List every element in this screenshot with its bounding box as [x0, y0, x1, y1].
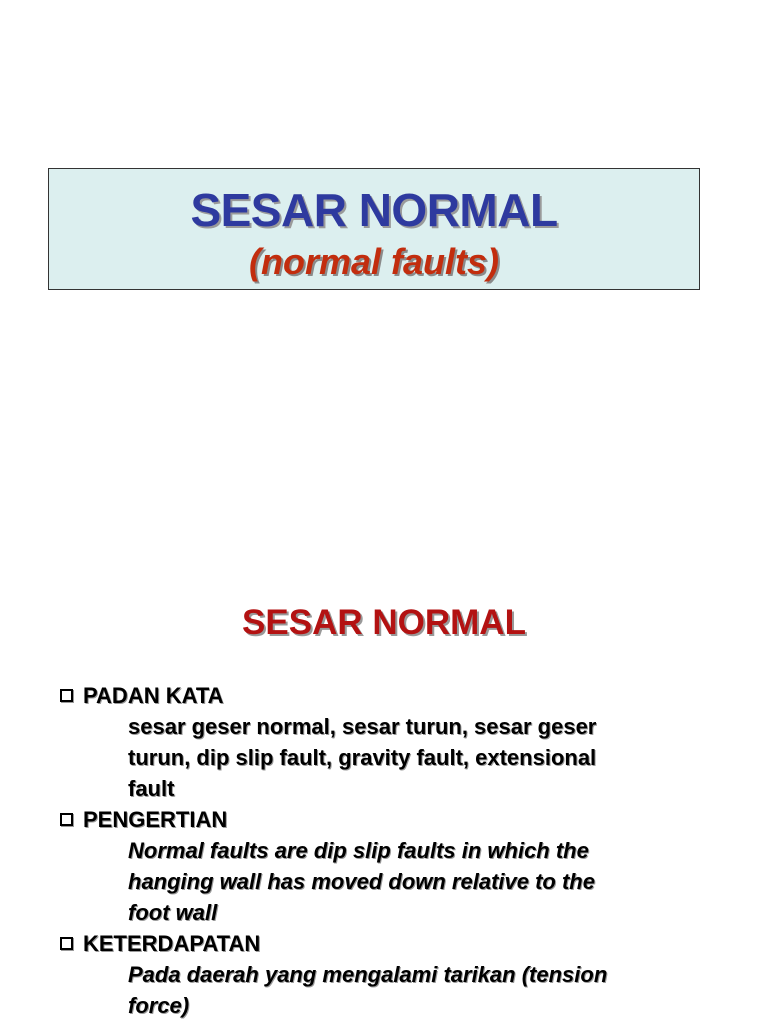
checkbox-square-icon [60, 813, 73, 826]
item-line: foot wall [128, 900, 218, 925]
list-item-padan-kata [60, 680, 740, 804]
list-item-keterdapatan [60, 928, 740, 1021]
item-line: Pada daerah yang mengalami tarikan (tension [128, 962, 608, 987]
checkbox-square-icon [60, 937, 73, 950]
list-item-pengertian [60, 804, 740, 928]
item-line: turun, dip slip fault, gravity fault, extensional [128, 745, 597, 770]
slide-subtitle: (normal faults) [248, 241, 499, 282]
definition-list [60, 680, 740, 1021]
item-body [128, 959, 688, 1021]
item-line: Normal faults are dip slip faults in which the [128, 838, 589, 863]
item-body [128, 711, 688, 804]
item-line: force) [128, 993, 190, 1018]
item-heading: PADAN KATA [83, 683, 224, 708]
section-title: SESAR NORMAL [242, 603, 526, 642]
item-line: sesar geser normal, sesar turun, sesar geser [128, 714, 597, 739]
item-heading: KETERDAPATAN [83, 931, 261, 956]
slide-title: SESAR NORMAL [190, 184, 558, 236]
item-body [128, 835, 688, 928]
title-box [48, 168, 700, 290]
item-line: hanging wall has moved down relative to the [128, 869, 595, 894]
checkbox-square-icon [60, 689, 73, 702]
item-heading: PENGERTIAN [83, 807, 228, 832]
item-line: fault [128, 776, 175, 801]
